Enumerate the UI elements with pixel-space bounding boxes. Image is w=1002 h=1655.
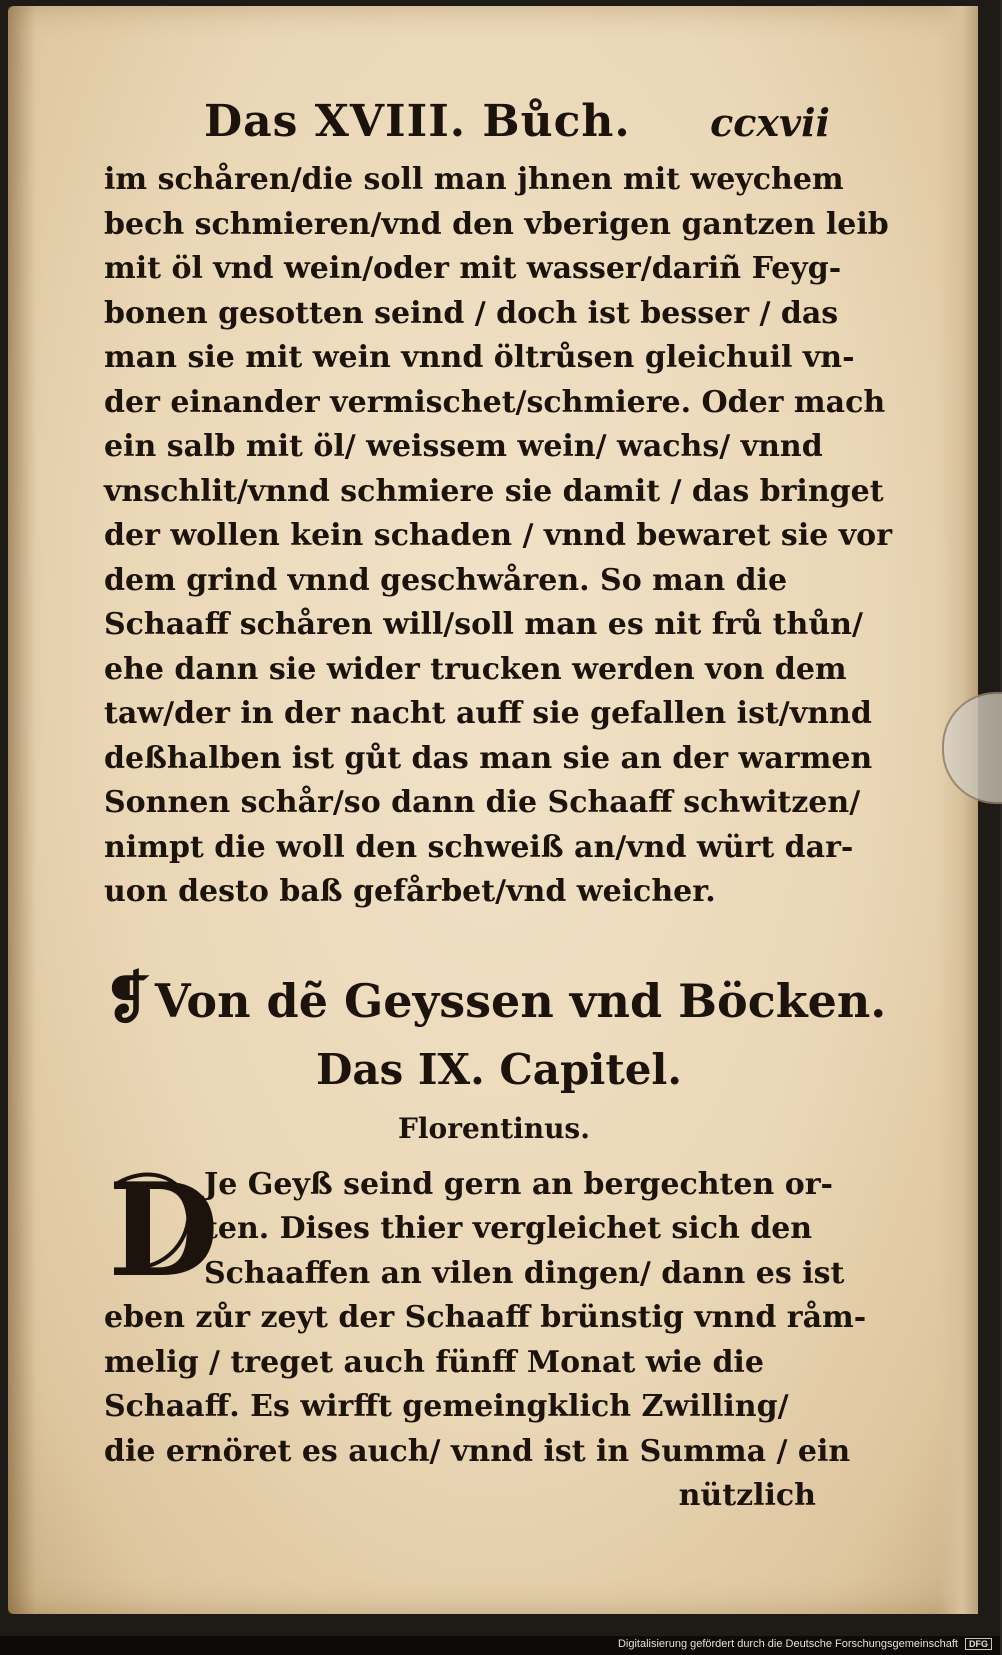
text-line: ein salb mit öl/ weissem wein/ wachs/ vnnd: [104, 429, 823, 464]
text-line: deßhalben ist gůt das man sie an der warmen: [104, 740, 873, 776]
text-line: vnschlit/vnnd schmiere sie damit / das bringet: [104, 473, 884, 509]
text-line: uon desto baß gefårbet/vnd weicher.: [104, 874, 716, 909]
page-edge: [938, 6, 978, 1614]
initial-letter: D: [108, 1155, 219, 1306]
text-line: dem grind vnnd geschwåren. So man die: [104, 562, 788, 598]
text-line: Schaaff. Es wirfft gemeingklich Zwilling/: [104, 1389, 789, 1424]
text-line: taw/der in der nacht auff sie gefallen ist/vnnd: [104, 696, 872, 731]
digitization-footer: [0, 1636, 1000, 1655]
text-line: bonen gesotten seind / doch ist besser / das: [104, 295, 839, 331]
text-line: Schaaff schåren will/soll man es nit frů thůn/: [104, 607, 863, 642]
text-line: eben zůr zeyt der Schaaff brünstig vnnd råm-: [104, 1300, 867, 1335]
text-line: Je Geyß seind gern an bergechten or-: [204, 1166, 834, 1202]
text-line: mit öl vnd wein/oder mit wasser/dariñ Feyg-: [104, 251, 842, 286]
page-spine-shadow: [8, 6, 36, 1614]
text-line: ehe dann sie wider trucken werden von dem: [104, 651, 847, 687]
chapter-title: Das IX. Capitel.: [315, 1044, 683, 1094]
text-line: im schåren/die soll man jhnen mit weychem: [104, 162, 844, 197]
section-heading: [104, 959, 887, 1037]
text-line: bech schmieren/vnd den vberigen gantzen leib: [104, 206, 889, 242]
footer-credit-text: Digitalisierung gefördert durch die Deutsche Forschungsgemeinschaft: [617, 1638, 958, 1650]
text-line: Schaaffen an vilen dingen/ dann es ist: [204, 1255, 845, 1291]
text-line: der einander vermischet/schmiere. Oder mach: [104, 384, 886, 420]
running-head: [104, 96, 834, 158]
author-attribution: Florentinus.: [398, 1111, 590, 1145]
text-line: ten. Dises thier vergleichet sich den: [204, 1211, 813, 1246]
chapter-paragraph: [104, 1155, 867, 1519]
footer-credit: [618, 1638, 992, 1650]
catchword: nützlich: [678, 1478, 816, 1513]
text-line: der wollen kein schaden / vnnd bewaret sie vor: [104, 518, 892, 553]
page-text: [104, 96, 892, 1518]
text-line: die ernöret es auch/ vnnd ist in Summa / ein: [104, 1433, 851, 1469]
section-heading-text: Von dẽ Geyssen vnd Böcken.: [154, 973, 887, 1028]
text-line: nimpt die woll den schweiß an/vnd würt dar-: [104, 829, 854, 865]
decorated-initial-icon: [104, 1155, 219, 1306]
dfg-logo-icon: DFG: [965, 1638, 992, 1650]
body-text: [104, 158, 892, 915]
book-title: Das XVIII. Bůch.: [204, 96, 631, 147]
text-line: Sonnen schår/so dann die Schaaff schwitzen/: [104, 785, 861, 820]
text-line: melig / treget auch fünff Monat wie die: [104, 1344, 764, 1380]
pilcrow-icon: ❡: [104, 964, 151, 1031]
folio-number: ccxvii: [710, 100, 830, 145]
text-line: man sie mit wein vnnd öltrůsen gleichuil vn-: [104, 340, 855, 375]
